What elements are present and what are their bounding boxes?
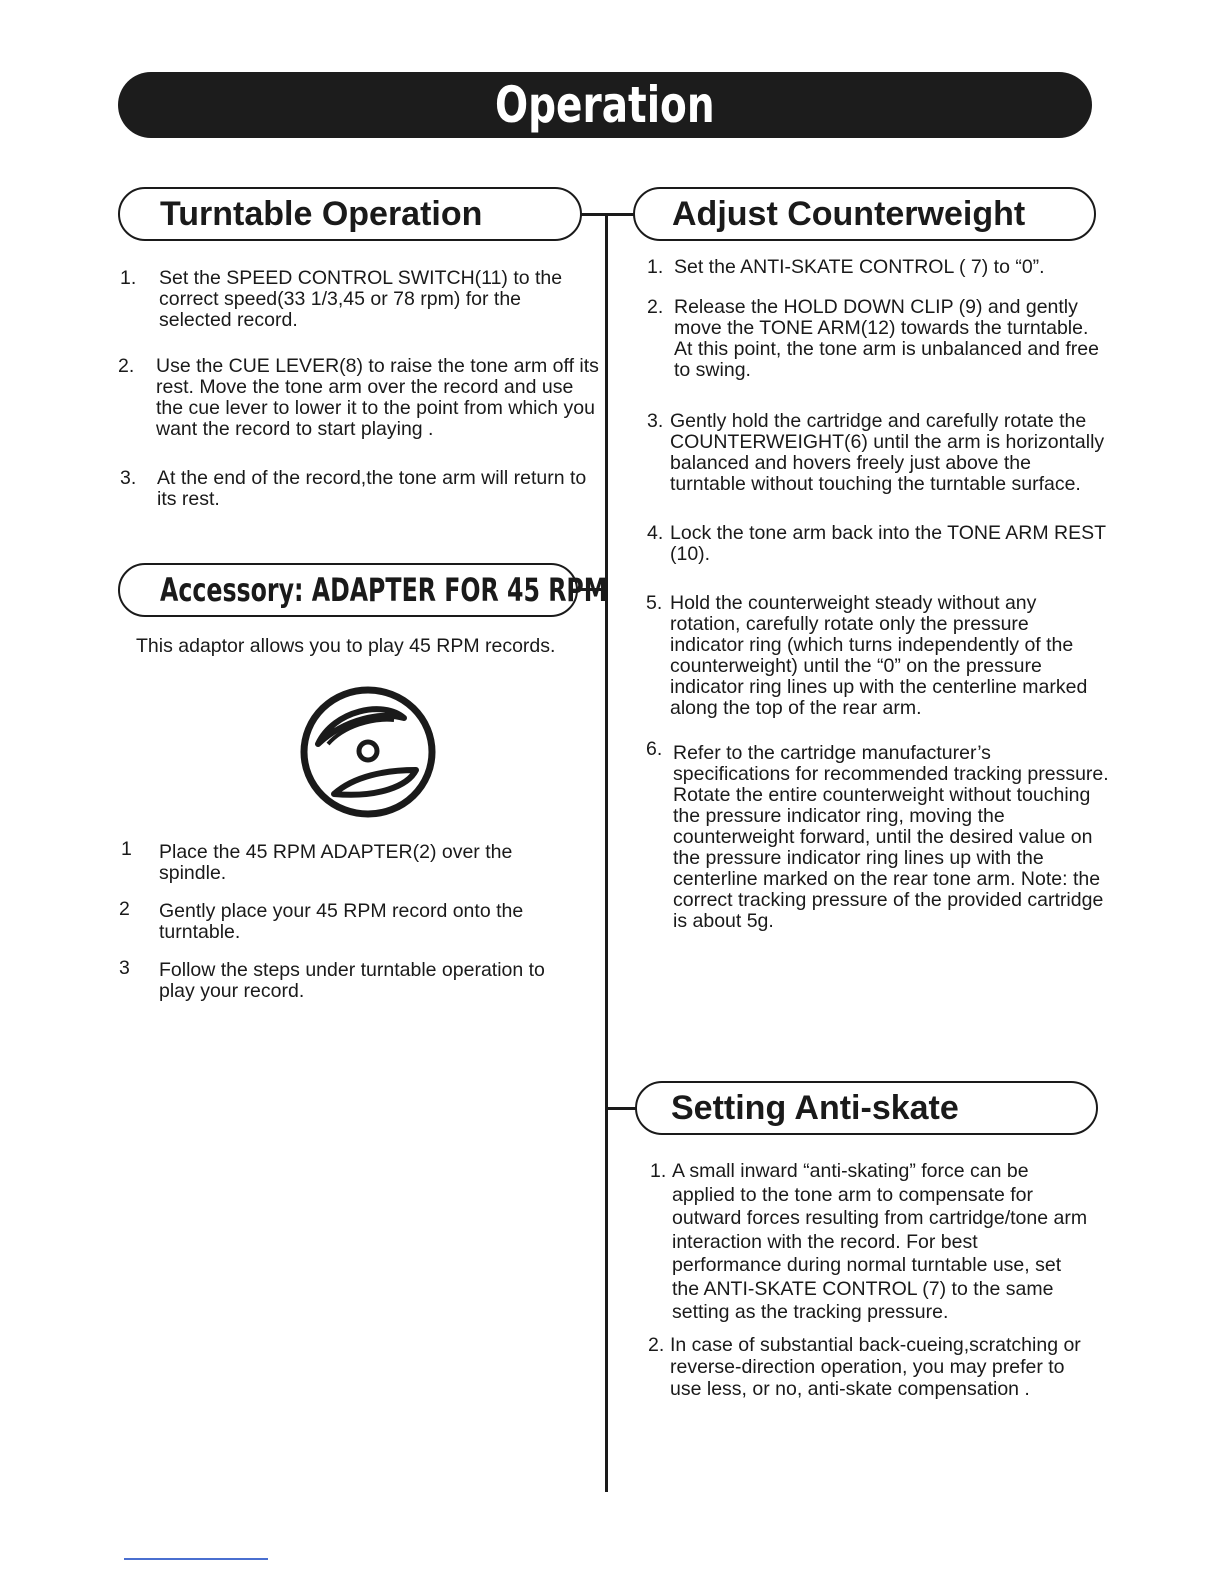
step-text: Place the 45 RPM ADAPTER(2) over the spindle.	[159, 841, 513, 884]
step-text: Use the CUE LEVER(8) to raise the tone arm off its rest. Move the tone arm over the record and use the cue lever to lower it to the point from which you want the record to start playing .	[156, 355, 599, 440]
turntable-steps	[118, 268, 603, 510]
list-item	[648, 1334, 1108, 1400]
step-number: 3	[119, 957, 130, 979]
step-number: 2.	[647, 296, 664, 318]
step-text: Lock the tone arm back into the TONE ARM REST (10).	[670, 522, 1106, 565]
accessory-steps	[118, 838, 588, 1002]
antiskate-title: Setting Anti-skate	[671, 1088, 959, 1127]
footer-rule	[124, 1558, 268, 1560]
step-number: 1.	[647, 256, 664, 278]
connector-counterweight	[605, 213, 635, 216]
antiskate-steps	[648, 1160, 1108, 1400]
accessory-intro: This adaptor allows you to play 45 RPM records.	[136, 635, 556, 657]
step-text: Hold the counterweight steady without any rotation, carefully rotate only the pressure indicator ring (which turns independently of the counterweight) until the “0” on the pressure indicator ring lines up with the centerline marked along the top of the rear arm.	[670, 592, 1088, 719]
step-number: 6.	[646, 738, 663, 760]
list-item	[645, 523, 1110, 565]
list-item	[118, 268, 603, 331]
step-number: 1.	[650, 1160, 667, 1182]
step-number: 1	[121, 838, 132, 860]
step-number: 3.	[647, 410, 664, 432]
step-text: At the end of the record,the tone arm will return to its rest.	[157, 467, 587, 510]
list-item	[118, 957, 588, 1002]
list-item	[118, 356, 603, 440]
title-banner	[118, 72, 1092, 138]
counterweight-title: Adjust Counterweight	[672, 194, 1026, 233]
step-text: Gently hold the cartridge and carefully rotate the COUNTERWEIGHT(6) until the arm is horizontally balanced and hovers freely just above the turntable without touching the turntable surface.	[670, 410, 1105, 495]
step-text: Release the HOLD DOWN CLIP (9) and gently move the TONE ARM(12) towards the turntable. At this point, the tone arm is unbalanced and free to swing.	[674, 296, 1099, 381]
accessory-heading	[118, 563, 608, 617]
list-item	[118, 838, 588, 884]
list-item	[645, 411, 1110, 495]
list-item	[645, 593, 1110, 719]
connector-antiskate	[605, 1107, 637, 1110]
step-number: 1.	[120, 267, 137, 289]
45-rpm-adapter-icon	[300, 686, 436, 818]
step-number: 2.	[118, 355, 135, 377]
list-item	[645, 297, 1110, 381]
step-number: 2	[119, 898, 130, 920]
step-text: Set the SPEED CONTROL SWITCH(11) to the correct speed(33 1/3,45 or 78 rpm) for the selected record.	[159, 267, 563, 331]
accessory-title: Accessory: ADAPTER FOR 45 RPM	[160, 571, 608, 609]
step-text: In case of substantial back-cueing,scratching or reverse-direction operation, you may prefer to use less, or no, anti-skate compensation .	[670, 1333, 1081, 1400]
step-number: 4.	[647, 522, 664, 544]
counterweight-steps	[645, 257, 1110, 932]
step-text: A small inward “anti-skating” force can be applied to the tone arm to compensate for outward forces resulting from cartridge/tone arm interaction with the record. For best performance during normal turntable use, set the ANTI-SKATE CONTROL (7) to the same setting as the tracking pressure.	[672, 1160, 1088, 1323]
step-text: Gently place your 45 RPM record onto the turntable.	[159, 900, 524, 943]
antiskate-heading	[635, 1081, 1098, 1135]
step-text: Follow the steps under turntable operation to play your record.	[159, 959, 545, 1002]
list-item	[645, 738, 1110, 932]
step-number: 2.	[648, 1333, 665, 1356]
list-item	[118, 468, 603, 510]
step-number: 3.	[120, 467, 137, 489]
turntable-operation-title: Turntable Operation	[160, 194, 483, 233]
page-title: Operation	[495, 76, 715, 134]
counterweight-heading	[633, 187, 1096, 241]
turntable-operation-heading	[118, 187, 582, 241]
step-number: 5.	[646, 592, 663, 614]
center-divider-line	[605, 214, 608, 1492]
step-text: Set the ANTI-SKATE CONTROL ( 7) to “0”.	[674, 256, 1045, 278]
list-item	[648, 1160, 1108, 1325]
list-item	[118, 898, 588, 943]
connector-turntable	[578, 213, 608, 216]
step-text: Refer to the cartridge manufacturer’s specifications for recommended tracking pressure. Rotate the entire counterweight without touching the pressure indicator ring, moving the counterweight forward, until the desired value on the pressure indicator ring lines up with the centerline marked on the rear tone arm. Note: the correct tracking pressure of the provided cartridge is about 5g.	[673, 742, 1109, 932]
list-item	[645, 257, 1110, 278]
